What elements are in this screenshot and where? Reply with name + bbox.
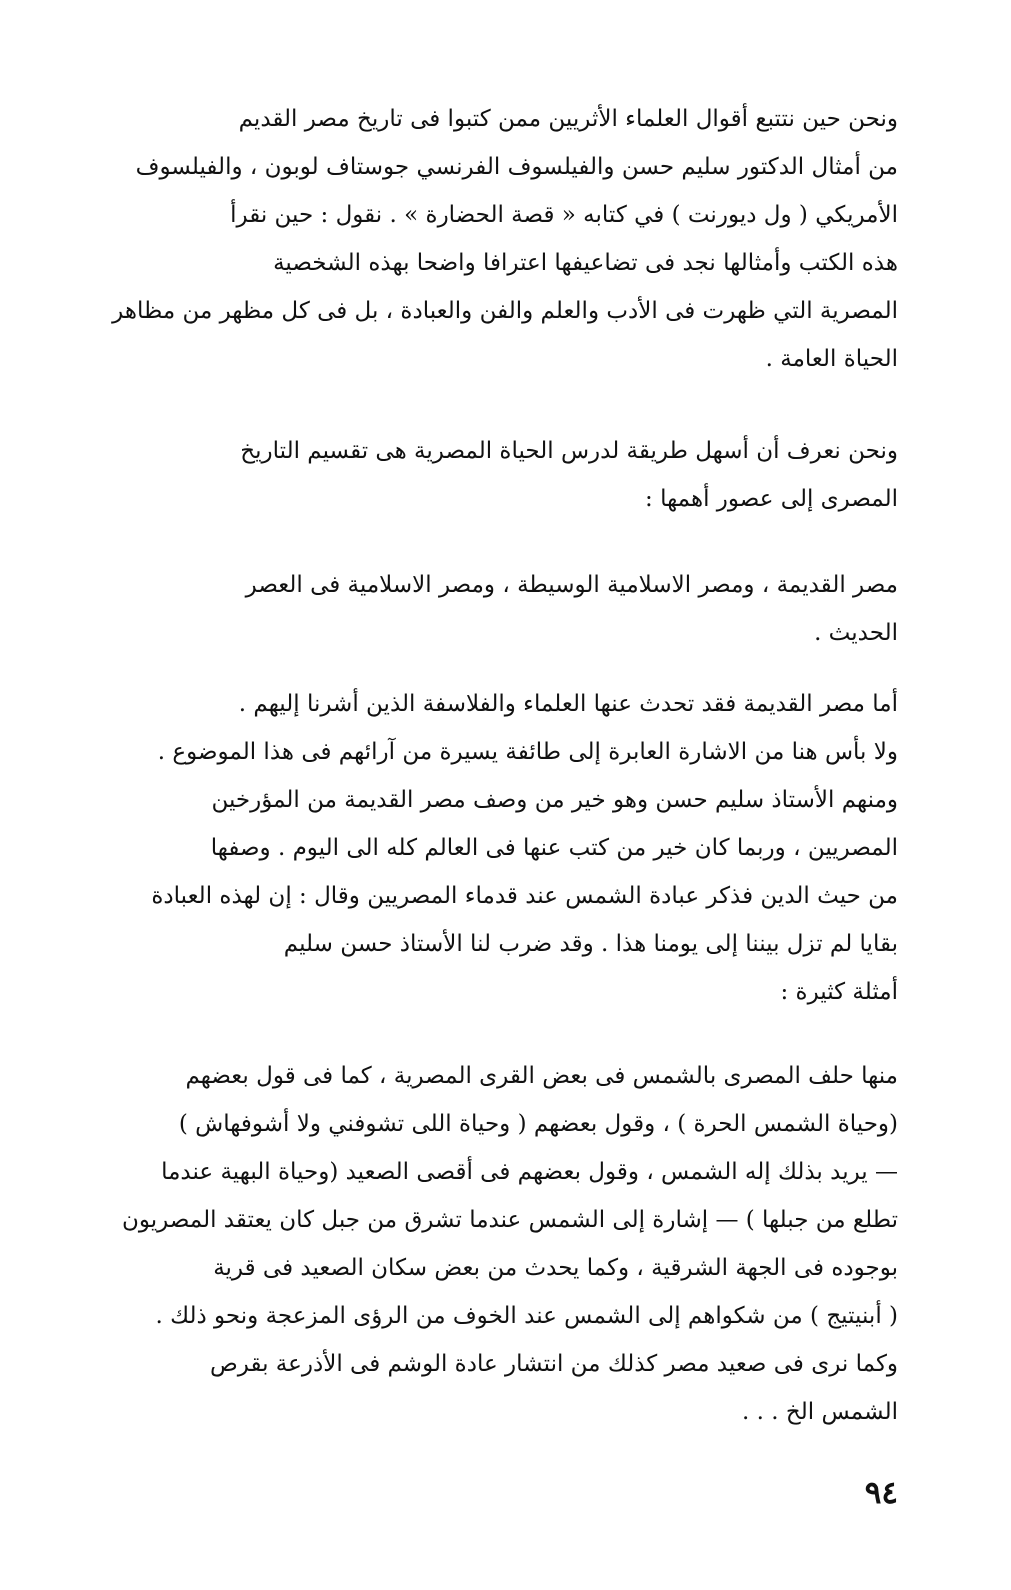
text-line: المصريين ، وربما كان خير من كتب عنها فى العالم كله الى اليوم . وصفها [210, 835, 898, 861]
text-line: ومنهم الأستاذ سليم حسن وهو خير من وصف مصر القديمة من المؤرخين [211, 787, 898, 813]
text-line: ( أبنيتيج ) من شكواهم إلى الشمس عند الخوف من الرؤى المزعجة ونحو ذلك . [155, 1303, 898, 1329]
text-line: الأمريكي ( ول ديورنت ) في كتابه « قصة الحضارة » . نقول : حين نقرأ [230, 202, 898, 228]
text-line: بقايا لم تزل بيننا إلى يومنا هذا . وقد ضرب لنا الأستاذ حسن سليم [283, 931, 898, 957]
text-line: ونحن نعرف أن أسهل طريقة لدرس الحياة المصرية هى تقسيم التاريخ [240, 438, 898, 464]
text-line: ونحن حين نتتبع أقوال العلماء الأثريين ممن كتبوا فى تاريخ مصر القديم [238, 106, 898, 132]
text-line: هذه الكتب وأمثالها نجد فى تضاعيفها اعترافا واضحا بهذه الشخصية [273, 250, 898, 276]
text-line: (وحياة الشمس الحرة ) ، وقول بعضهم ( وحياة اللى تشوفني ولا أشوفهاش ) [178, 1111, 898, 1137]
text-line: مصر القديمة ، ومصر الاسلامية الوسيطة ، ومصر الاسلامية فى العصر [245, 572, 898, 598]
paragraph-3 [108, 561, 898, 657]
text-line: الحياة العامة . [765, 346, 898, 372]
text-line: — يريد بذلك إله الشمس ، وقول بعضهم فى أقصى الصعيد (وحياة البهية عندما [161, 1159, 898, 1185]
text-line: تطلع من جبلها ) — إشارة إلى الشمس عندما تشرق من جبل كان يعتقد المصريون [121, 1207, 898, 1233]
text-line: من حيث الدين فذكر عبادة الشمس عند قدماء المصريين وقال : إن لهذه العبادة [151, 883, 898, 909]
paragraph-4 [108, 680, 898, 1016]
paragraph-5 [108, 1052, 898, 1436]
text-line: المصرى إلى عصور أهمها : [645, 486, 898, 512]
text-line: أما مصر القديمة فقد تحدث عنها العلماء والفلاسفة الذين أشرنا إليهم . [238, 691, 898, 717]
text-line: الحديث . [814, 620, 898, 646]
paragraph-1 [108, 95, 898, 383]
text-line: بوجوده فى الجهة الشرقية ، وكما يحدث من بعض سكان الصعيد فى قرية [213, 1255, 898, 1281]
text-line: المصرية التي ظهرت فى الأدب والعلم والفن والعبادة ، بل فى كل مظهر من مظاهر [112, 298, 898, 324]
text-line: أمثلة كثيرة : [780, 979, 898, 1005]
text-line: منها حلف المصرى بالشمس فى بعض القرى المصرية ، كما فى قول بعضهم [185, 1063, 898, 1089]
page-number: ٩٤ [864, 1475, 898, 1511]
text-line: من أمثال الدكتور سليم حسن والفيلسوف الفرنسي جوستاف لوبون ، والفيلسوف [135, 154, 898, 180]
text-line: الشمس الخ . . . [742, 1399, 898, 1425]
text-line: وكما نرى فى صعيد مصر كذلك من انتشار عادة الوشم فى الأذرعة بقرص [209, 1351, 898, 1377]
text-line: ولا بأس هنا من الاشارة العابرة إلى طائفة يسيرة من آرائهم فى هذا الموضوع . [157, 739, 898, 765]
paragraph-2 [108, 427, 898, 523]
